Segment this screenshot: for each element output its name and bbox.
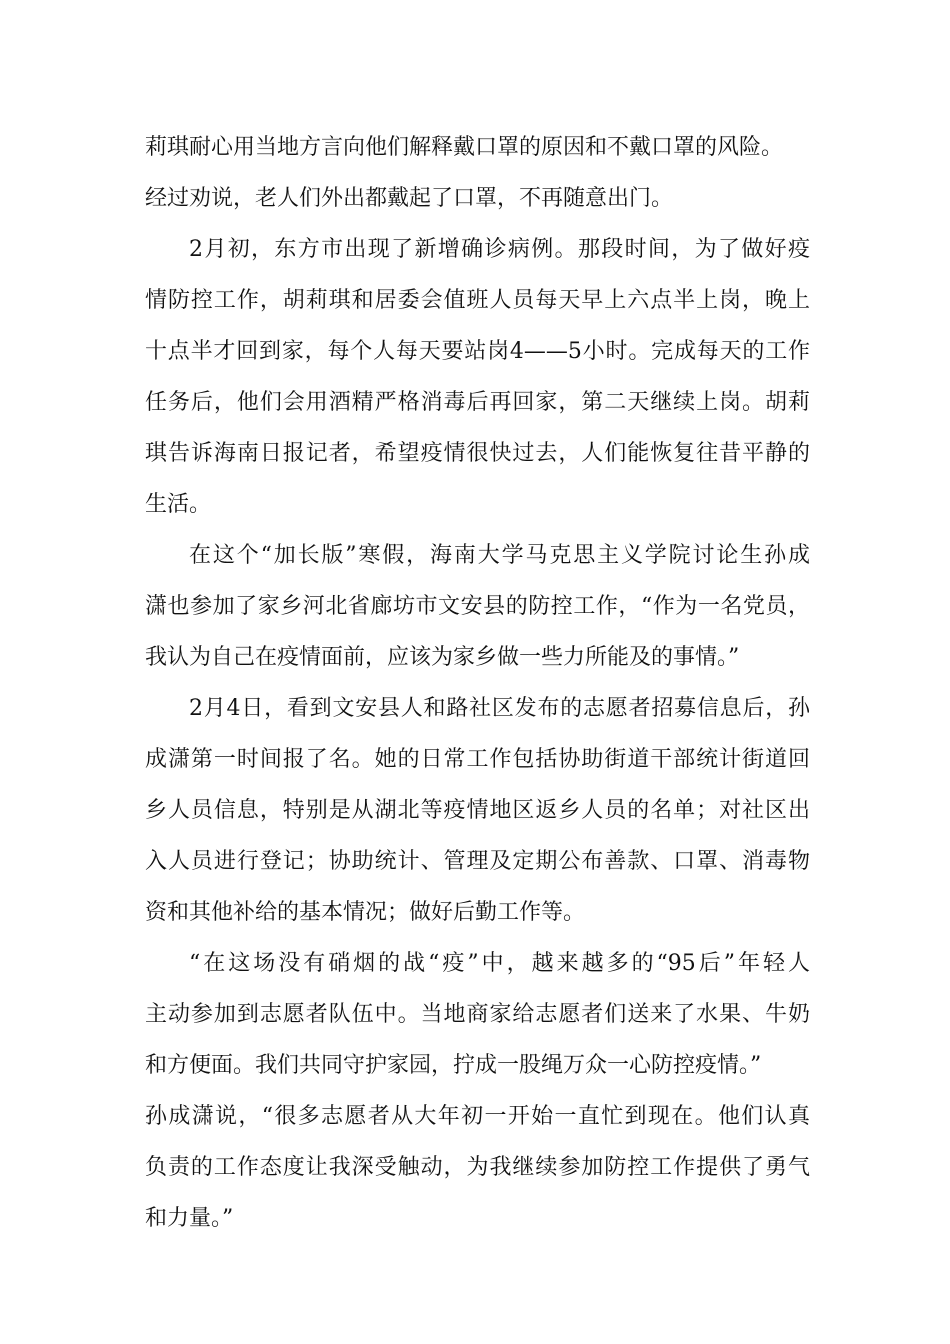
text-line: 琪告诉海南日报记者，希望疫情很快过去，人们能恢复往昔平静的 <box>145 441 810 466</box>
paragraph-first-line: 2月初，东方市出现了新增确诊病例。那段时间，为了做好疫 <box>189 237 810 262</box>
text-line: 和力量。” <box>145 1206 234 1231</box>
text-line: 十点半才回到家，每个人每天要站岗4——5小时。完成每天的工作 <box>145 339 810 364</box>
text-line: 任务后，他们会用酒精严格消毒后再回家，第二天继续上岗。胡莉 <box>145 390 810 415</box>
text-line: 负责的工作态度让我深受触动，为我继续参加防控工作提供了勇气 <box>145 1155 810 1180</box>
text-line: 生活。 <box>145 492 212 517</box>
text-line: 我认为自己在疫情面前，应该为家乡做一些力所能及的事情。” <box>145 645 740 670</box>
text-line: 主动参加到志愿者队伍中。当地商家给志愿者们送来了水果、牛奶 <box>145 1002 810 1027</box>
text-line: 乡人员信息，特别是从湖北等疫情地区返乡人员的名单；对社区出 <box>145 798 810 823</box>
text-line: 莉琪耐心用当地方言向他们解释戴口罩的原因和不戴口罩的风险。 <box>145 135 784 160</box>
text-line: 资和其他补给的基本情况；做好后勤工作等。 <box>145 900 586 925</box>
paragraph-first-line: “在这场没有硝烟的战“疫”中，越来越多的“95后”年轻人 <box>189 951 810 976</box>
text-line: 经过劝说，老人们外出都戴起了口罩，不再随意出门。 <box>145 186 674 211</box>
text-line: 入人员进行登记；协助统计、管理及定期公布善款、口罩、消毒物 <box>145 849 810 874</box>
text-line: 和方便面。我们共同守护家园，拧成一股绳万众一心防控疫情。” <box>145 1053 762 1078</box>
text-line: 孙成潇说，“很多志愿者从大年初一开始一直忙到现在。他们认真 <box>145 1104 810 1129</box>
text-line: 情防控工作，胡莉琪和居委会值班人员每天早上六点半上岗，晚上 <box>145 288 810 313</box>
paragraph-first-line: 2月4日，看到文安县人和路社区发布的志愿者招募信息后，孙 <box>189 696 810 721</box>
text-line: 成潇第一时间报了名。她的日常工作包括协助街道干部统计街道回 <box>145 747 810 772</box>
paragraph-first-line: 在这个“加长版”寒假，海南大学马克思主义学院讨论生孙成 <box>189 543 810 568</box>
text-line: 潇也参加了家乡河北省廊坊市文安县的防控工作，“作为一名党员， <box>145 594 810 619</box>
